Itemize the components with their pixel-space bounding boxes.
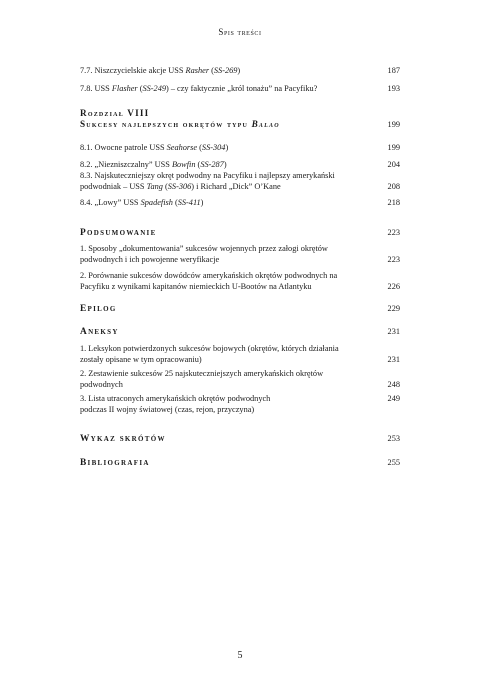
entry-text: Leksykon potwierdzonych sukcesów bojowych (okrętów, których działania [88, 344, 339, 353]
entry-number: 7.8. [80, 83, 95, 93]
toc-entry-title [80, 160, 400, 171]
table-of-contents [80, 66, 400, 468]
toc-section-podsumowanie [80, 228, 400, 239]
entry-number: 1. [80, 344, 89, 353]
entry-text: ) [223, 159, 227, 169]
page-number: 204 [387, 159, 400, 169]
toc-entry-title [80, 394, 400, 415]
toc-section-aneksy [80, 327, 400, 338]
entry-number: 8.4. [80, 198, 95, 207]
page-number: 229 [387, 304, 400, 313]
hull-number: SS-249 [142, 83, 166, 93]
page-number: 193 [387, 83, 400, 93]
running-head: Spis treści [218, 27, 262, 37]
toc-entry-8-1 [80, 143, 400, 154]
ship-name: Rasher [185, 66, 210, 75]
entry-text: ) i Richard „Dick” O’Kane [191, 181, 281, 191]
entry-text: ( [209, 66, 214, 75]
entry-text: ( [172, 198, 178, 207]
chapter-title: Sukcesy najlepszych okrętów typu Balao [80, 119, 280, 129]
entry-number: 8.1. [80, 143, 95, 152]
entry-text: Owocne patrole USS [94, 143, 167, 152]
page-number: 249 [387, 394, 400, 403]
toc-entry-7-7 [80, 66, 400, 77]
entry-number: 8.3. [80, 171, 95, 180]
ship-name: Bowfin [171, 159, 196, 169]
entry-number: 7.7. [80, 66, 95, 75]
entry-text: podwodniak – USS [80, 181, 147, 191]
entry-text: ( [195, 159, 201, 169]
entry-number: 2. [80, 271, 89, 280]
toc-entry-title [80, 143, 400, 154]
toc-entry-title [80, 369, 400, 390]
entry-text: Sposoby „dokumentowania” sukcesów wojennych przez załogi okrętów [88, 244, 328, 253]
entry-text: „Lowy” USS [94, 198, 141, 207]
entry-text: ( [162, 181, 168, 191]
entry-text: Porównanie sukcesów dowódców amerykańskich okrętów podwodnych na [88, 271, 338, 280]
entry-text: Najskuteczniejszy okręt podwodny na Pacyfiku i najlepszy amerykański [94, 171, 335, 180]
entry-text: Pacyfiku z wynikami kapitanów niemieckich U-Bootów na Atlantyku [80, 281, 312, 291]
entry-text: Niszczycielskie akcje USS [94, 66, 186, 75]
entry-number: 3. [80, 394, 89, 403]
toc-entry-8-2 [80, 160, 400, 171]
page-number: 226 [387, 281, 400, 291]
page-folio: 5 [237, 650, 243, 661]
toc-entry-title [80, 66, 400, 77]
hull-number: SS-306 [167, 181, 192, 191]
toc-entry-title [80, 84, 400, 95]
page-number: 253 [387, 434, 400, 443]
ship-name: Flasher [111, 83, 138, 93]
page-number: 255 [387, 457, 400, 467]
toc-entry-8-4 [80, 198, 400, 209]
entry-text: zostały opisane w tym opracowaniu) [80, 354, 202, 364]
ship-name: Tang [146, 181, 163, 191]
page-number: 248 [387, 379, 400, 389]
page-number: 218 [387, 198, 400, 207]
page-number: 223 [387, 254, 400, 264]
page-number: 223 [387, 227, 400, 237]
entry-number: 2. [80, 369, 89, 378]
toc-entry-summary-1 [80, 244, 400, 265]
entry-text: USS [94, 83, 112, 93]
toc-entry-title [80, 244, 400, 265]
toc-entry-title [80, 171, 400, 192]
section-heading: Bibliografia [80, 457, 150, 468]
entry-text: ) – czy faktycznie „król tonażu” na Pacyfiku? [166, 83, 318, 93]
section-heading: Epilog [80, 304, 117, 314]
toc-entry-title [80, 271, 400, 292]
ship-class-name: Balao [251, 119, 280, 129]
entry-text: Lista utraconych amerykańskich okrętów podwodnych [88, 394, 271, 403]
toc-section-wykaz-skrotow [80, 434, 400, 445]
entry-number: 1. [80, 244, 89, 253]
entry-text: „Niezniszczalny” USS [94, 159, 172, 169]
entry-text: podwodnych i ich powojenne weryfikacje [80, 254, 220, 264]
page-number: 199 [387, 143, 400, 152]
page-number: 231 [387, 354, 400, 364]
hull-number: SS-304 [201, 143, 226, 152]
toc-entry-title [80, 198, 400, 209]
entry-number: 8.2. [80, 159, 95, 169]
page-number: 199 [387, 120, 400, 129]
toc-chapter-viii [80, 108, 400, 130]
toc-entry-annex-1 [80, 344, 400, 365]
toc-entry-annex-2 [80, 369, 400, 390]
entry-text: ) [225, 143, 229, 152]
entry-text: ) [237, 66, 241, 75]
hull-number: SS-269 [213, 66, 238, 75]
entry-text: ) [200, 198, 204, 207]
section-heading: Podsumowanie [80, 227, 157, 238]
entry-text: podwodnych [80, 379, 123, 389]
entry-text: podczas II wojny światowej (czas, rejon, przyczyna) [80, 404, 255, 414]
toc-entry-7-8 [80, 84, 400, 95]
page-number: 208 [387, 181, 400, 191]
toc-section-bibliografia [80, 458, 400, 469]
page-number: 231 [387, 326, 400, 336]
page-number: 187 [387, 66, 400, 75]
toc-section-epilog [80, 304, 400, 315]
hull-number: SS-411 [177, 198, 201, 207]
toc-entry-8-3 [80, 171, 400, 192]
toc-entry-annex-3 [80, 394, 400, 415]
toc-entry-title [80, 344, 400, 365]
section-heading: Aneksy [80, 326, 119, 337]
ship-name: Spadefish [140, 198, 173, 207]
toc-entry-summary-2 [80, 271, 400, 292]
entry-text: ( [197, 143, 202, 152]
chapter-label: Rozdział VIII [80, 108, 150, 118]
section-heading: Wykaz skrótów [80, 434, 166, 444]
entry-text: Zestawienie sukcesów 25 najskuteczniejszych amerykańskich okrętów [88, 369, 324, 378]
entry-text: ( [137, 83, 143, 93]
hull-number: SS-287 [200, 159, 224, 169]
ship-name: Seahorse [166, 143, 198, 152]
